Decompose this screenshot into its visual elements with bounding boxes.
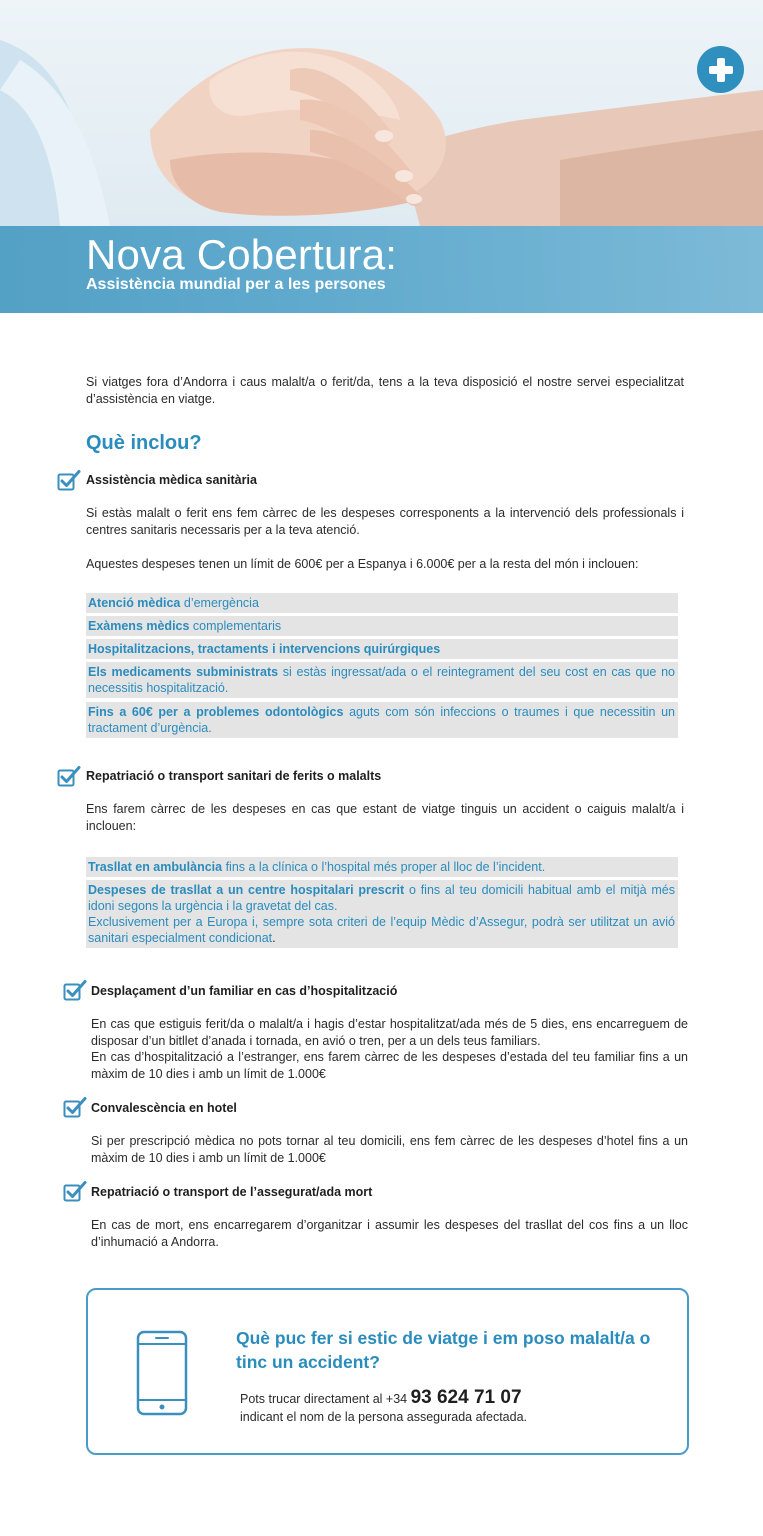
- list-item: [86, 702, 678, 738]
- contact-question: Què puc fer si estic de viatge i em poso malalt/a o tinc un accident?: [236, 1328, 651, 1372]
- plus-badge: [697, 46, 744, 93]
- family-paragraph-2: En cas d’hospitalització a l’estranger, ens farem càrrec de les despeses d’estada del teu familiar fins a un màxim de 10 dies i amb un límit de 1.000€: [91, 1050, 688, 1081]
- item-text: o fins al teu domicili habitual amb el mitjà més idoni segons la urgència i la gravetat del cas.: [88, 883, 675, 913]
- item-text: aguts com són infeccions o traumes i que necessitin un tractament d’urgència.: [88, 705, 676, 735]
- checkbox-checked-icon: [57, 765, 81, 787]
- repatriation-paragraph: Ens farem càrrec de les despeses en cas que estant de viatge tinguis un accident o caiguis malalt/a i inclouen:: [86, 802, 684, 833]
- smartphone-icon: [136, 1330, 188, 1416]
- checkbox-checked-icon: [63, 1180, 87, 1202]
- intro-text: Si viatges fora d’Andorra i caus malalt/a o ferit/da, tens a la teva disposició el nostre servei especialitzat d’assistència en viatge.: [86, 375, 684, 406]
- item-bold: Hospitalitzacions, tractaments i intervencions quirúrgiques: [88, 642, 441, 656]
- family-paragraph-1: En cas que estiguis ferit/da o malalt/a i hagis d’estar hospitalitzat/ada més de 5 dies, ens encarreguem de disposar d’un bitllet d’anada i tornada, en avió o tren, per a un dels teus familiars.: [91, 1017, 688, 1048]
- page-subtitle: Assistència mundial per a les persones: [86, 276, 386, 293]
- section-title-death: Repatriació o transport de l’assegurat/ada mort: [91, 1185, 373, 1199]
- list-item: [86, 616, 678, 636]
- item-bold: Exàmens mèdics: [88, 619, 190, 633]
- hotel-paragraph: Si per prescripció mèdica no pots tornar al teu domicili, ens fem càrrec de les despeses d’hotel fins a un màxim de 10 dies i amb un límit de 1.000€: [91, 1134, 688, 1165]
- item-bold: Fins a 60€ per a problemes odontològics: [88, 705, 344, 719]
- phone-number-link[interactable]: 93 624 71 07: [410, 1387, 522, 1408]
- item-text: fins a la clínica o l’hospital més proper al lloc de l’incident.: [222, 860, 546, 874]
- page-title: Nova Cobertura:: [86, 231, 398, 278]
- list-item: [86, 880, 678, 948]
- call-prefix: Pots trucar directament al +34: [240, 1392, 411, 1406]
- item-bold: Despeses de trasllat a un centre hospitalari prescrit: [88, 883, 405, 897]
- contact-box: [86, 1288, 689, 1455]
- list-item: [86, 639, 678, 659]
- section-title-medical: Assistència mèdica sanitària: [86, 473, 257, 487]
- section-title-repatriation: Repatriació o transport sanitari de ferits o malalts: [86, 769, 382, 783]
- contact-call-line: [240, 1387, 522, 1409]
- death-paragraph: En cas de mort, ens encarregarem d’organitzar i assumir les despeses del trasllat del cos fins a un lloc d’inhumació a Andorra.: [91, 1218, 688, 1249]
- item-text: si estàs ingressat/ada o el reintegrament del seu cost en cas que no necessitis hospitalització.: [88, 665, 675, 695]
- hero-banner: [0, 0, 763, 313]
- section-title-hotel: Convalescència en hotel: [91, 1101, 237, 1115]
- contact-call-suffix: indicant el nom de la persona assegurada afectada.: [240, 1410, 527, 1424]
- checkbox-checked-icon: [57, 469, 81, 491]
- list-item: [86, 593, 678, 613]
- medical-paragraph-2: Aquestes despeses tenen un límit de 600€ per a Espanya i 6.000€ per a la resta del món i inclouen:: [86, 557, 639, 571]
- list-item: [86, 857, 678, 877]
- item-bold: Trasllat en ambulància: [88, 860, 223, 874]
- item-note-end: .: [272, 931, 276, 945]
- section-title-family: Desplaçament d’un familiar en cas d’hospitalització: [91, 984, 398, 998]
- item-text: complementaris: [189, 619, 282, 633]
- list-item: [86, 662, 678, 698]
- checkbox-checked-icon: [63, 979, 87, 1001]
- item-bold: Els medicaments subministrats: [88, 665, 279, 679]
- item-bold: Atenció mèdica: [88, 596, 181, 610]
- medical-paragraph-1: Si estàs malalt o ferit ens fem càrrec de les despeses corresponents a la intervenció dels professionals i centres sanitaris necessaris per a la teva atenció.: [86, 506, 684, 537]
- checkbox-checked-icon: [63, 1096, 87, 1118]
- plus-icon: [708, 57, 734, 83]
- item-note: Exclusivement per a Europa i, sempre sota criteri de l’equip Mèdic d’Assegur, podrà ser utilitzat un avió sanitari especialment condicionat: [88, 915, 675, 945]
- section-heading: Què inclou?: [86, 432, 202, 454]
- item-text: d’emergència: [180, 596, 259, 610]
